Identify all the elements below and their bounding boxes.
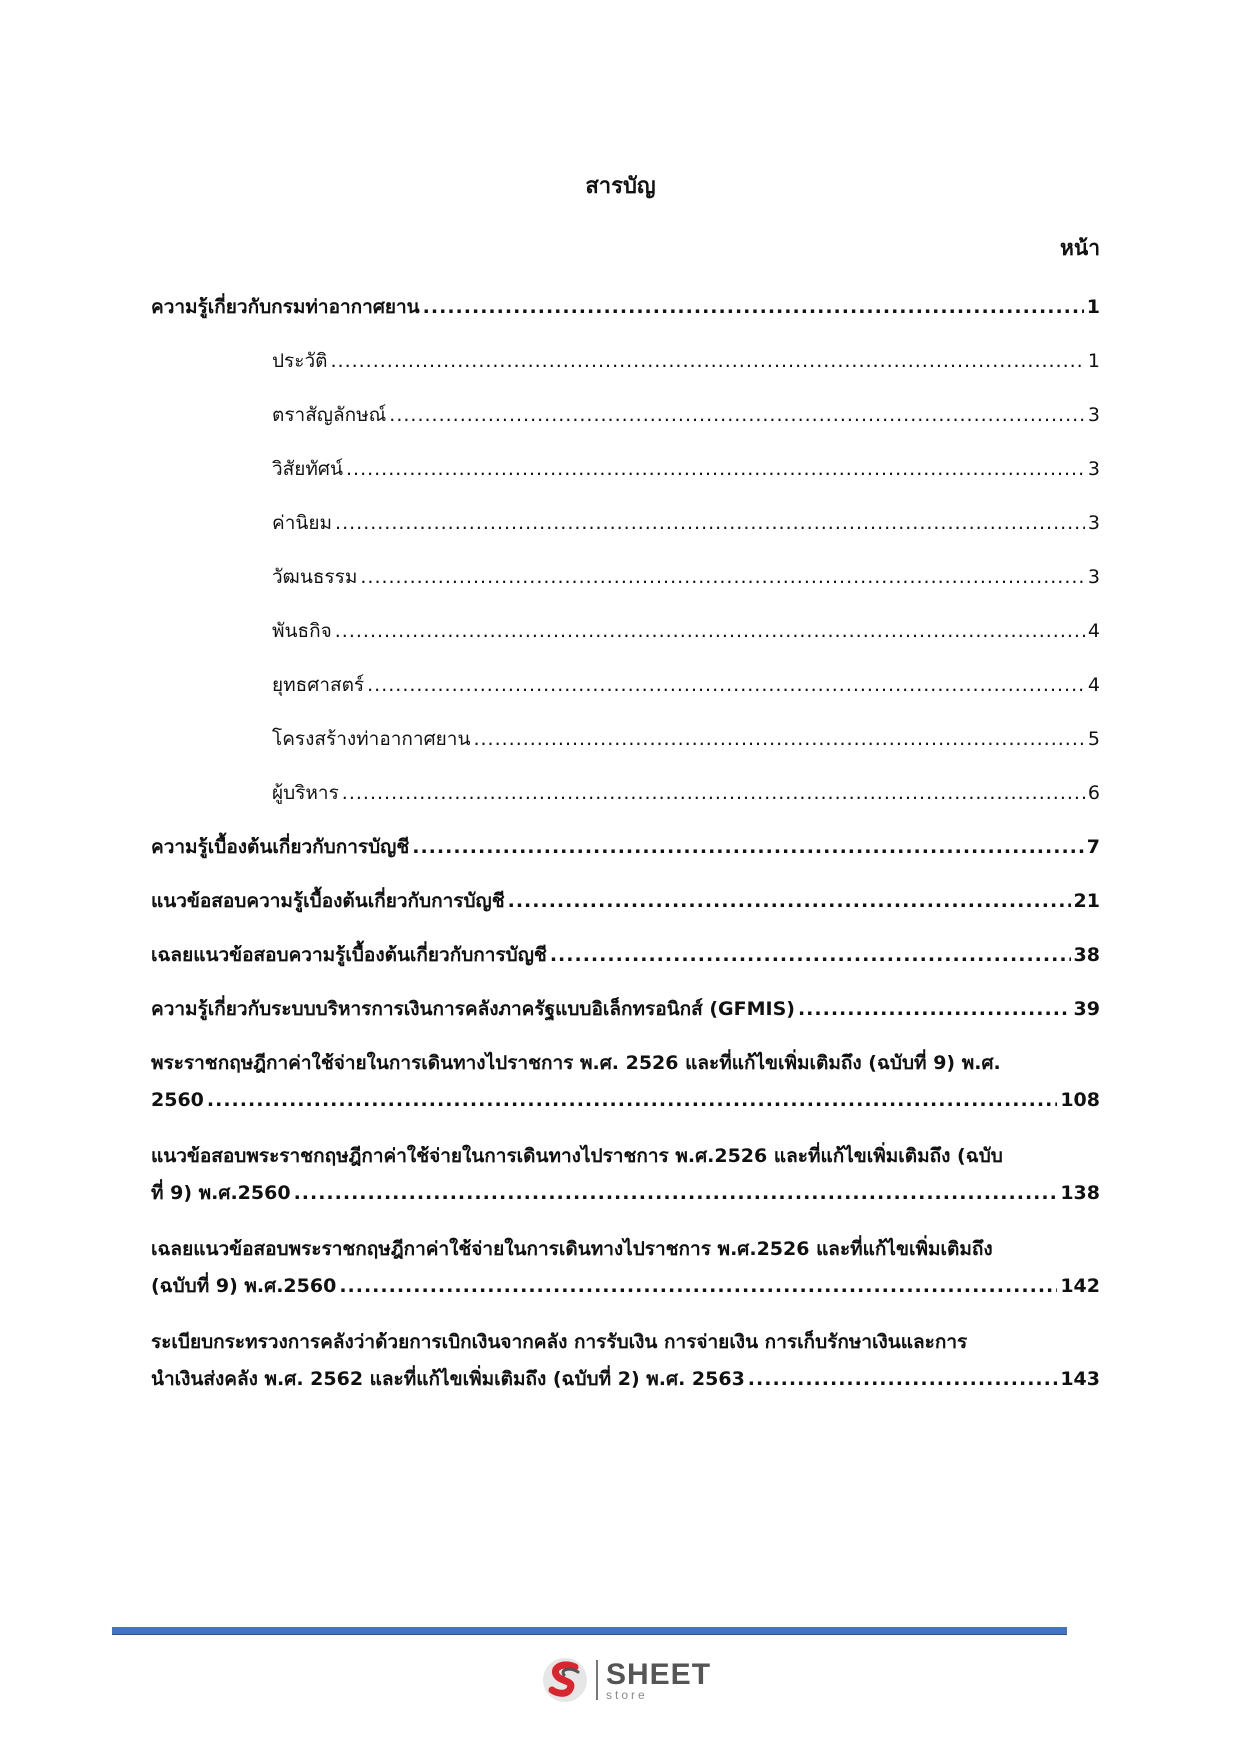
- toc-entry[interactable]: [151, 1327, 1100, 1394]
- toc-page-number: 142: [1060, 1275, 1100, 1297]
- toc-entry[interactable]: [151, 1048, 1100, 1115]
- toc-entry-label: วัฒนธรรม: [272, 566, 358, 588]
- toc-entry-label: แนวข้อสอบพระราชกฤษฎีกาค่าใช้จ่ายในการเดินทางไปราชการ พ.ศ.2526 และที่แก้ไขเพิ่มเติมถึง (ฉบับ: [151, 1145, 1003, 1167]
- toc-page-number: 38: [1073, 944, 1100, 966]
- toc-entry-label: พันธกิจ: [272, 620, 332, 642]
- toc-page-number: 3: [1087, 404, 1100, 426]
- toc-page-number: 3: [1087, 458, 1100, 480]
- toc-entry[interactable]: [151, 778, 1100, 808]
- dot-leader: [508, 886, 1071, 916]
- toc-page-number: 7: [1086, 836, 1100, 858]
- toc-entry-label: ระเบียบกระทรวงการคลังว่าด้วยการเบิกเงินจากคลัง การรับเงิน การจ่ายเงิน การเก็บรักษาเงินและการ: [151, 1331, 968, 1353]
- toc-entry-label: (ฉบับที่ 9) พ.ศ.2560: [151, 1275, 337, 1297]
- dot-leader: [346, 454, 1085, 484]
- dot-leader: [412, 832, 1084, 862]
- logo-separator: [596, 1660, 598, 1700]
- dot-leader: [473, 724, 1084, 754]
- toc-entry-label: ตราสัญลักษณ์: [272, 404, 387, 426]
- toc-page-number: 39: [1073, 998, 1100, 1020]
- dot-leader: [207, 1085, 1057, 1115]
- toc-entry[interactable]: [151, 562, 1100, 592]
- toc-entry[interactable]: [151, 724, 1100, 754]
- toc-page-number: 21: [1073, 890, 1100, 912]
- toc-page-number: 1: [1086, 296, 1100, 318]
- sheet-store-logo-icon: [540, 1655, 590, 1705]
- dot-leader: [798, 994, 1071, 1024]
- toc-entry-label: แนวข้อสอบความรู้เบื้องต้นเกี่ยวกับการบัญชี: [151, 890, 505, 912]
- footer-logo: [540, 1655, 711, 1705]
- toc-entry[interactable]: [151, 1234, 1100, 1301]
- dot-leader: [550, 940, 1071, 970]
- toc-entry[interactable]: [151, 400, 1100, 430]
- toc-page-number: 138: [1060, 1182, 1100, 1204]
- dot-leader: [335, 616, 1085, 646]
- dot-leader: [367, 670, 1085, 700]
- toc-page-number: 4: [1087, 620, 1100, 642]
- toc-entry-label: เฉลยแนวข้อสอบความรู้เบื้องต้นเกี่ยวกับการบัญชี: [151, 944, 547, 966]
- toc-page-number: 6: [1087, 782, 1100, 804]
- toc-page-number: 4: [1087, 674, 1100, 696]
- toc-entry-label: โครงสร้างท่าอากาศยาน: [272, 728, 471, 750]
- dot-leader: [389, 400, 1085, 430]
- toc-entry-label: ความรู้เกี่ยวกับระบบบริหารการเงินการคลังภาครัฐแบบอิเล็กทรอนิกส์ (GFMIS): [151, 998, 795, 1020]
- toc-entry[interactable]: [151, 292, 1100, 322]
- footer-rule: [112, 1627, 1067, 1635]
- toc-entry[interactable]: [151, 940, 1100, 970]
- toc-entry[interactable]: [151, 886, 1100, 916]
- toc-page-number: 3: [1087, 512, 1100, 534]
- logo-wordmark: [606, 1657, 712, 1702]
- toc-entry-label: นำเงินส่งคลัง พ.ศ. 2562 และที่แก้ไขเพิ่มเติมถึง (ฉบับที่ 2) พ.ศ. 2563: [151, 1368, 745, 1390]
- page-column-header: หน้า: [1060, 236, 1100, 260]
- toc-entry[interactable]: [151, 832, 1100, 862]
- toc-entry-label: ประวัติ: [272, 350, 328, 372]
- toc-entry[interactable]: [151, 994, 1100, 1024]
- toc-entry-label: ค่านิยม: [272, 512, 333, 534]
- toc-entry[interactable]: [151, 346, 1100, 376]
- toc-entry-label: ยุทธศาสตร์: [272, 674, 365, 696]
- dot-leader: [330, 346, 1084, 376]
- toc-entry-label: ผู้บริหาร: [272, 782, 339, 804]
- toc-entry[interactable]: [151, 1141, 1100, 1208]
- toc-entry[interactable]: [151, 616, 1100, 646]
- toc-entry-label: 2560: [151, 1089, 204, 1111]
- toc-entry-label: เฉลยแนวข้อสอบพระราชกฤษฎีกาค่าใช้จ่ายในการเดินทางไปราชการ พ.ศ.2526 และที่แก้ไขเพิ่มเติมถึง: [151, 1238, 993, 1260]
- dot-leader: [360, 562, 1085, 592]
- dot-leader: [748, 1364, 1058, 1394]
- dot-leader: [294, 1178, 1058, 1208]
- toc-entry-label: ความรู้เบื้องต้นเกี่ยวกับการบัญชี: [151, 836, 410, 858]
- toc-entry[interactable]: [151, 508, 1100, 538]
- dot-leader: [423, 292, 1084, 322]
- toc-entry[interactable]: [151, 670, 1100, 700]
- toc-entry-label: ที่ 9) พ.ศ.2560: [151, 1182, 291, 1204]
- toc-entry[interactable]: [151, 454, 1100, 484]
- dot-leader: [335, 508, 1085, 538]
- page-title: สารบัญ: [585, 174, 656, 199]
- toc-entry-label: พระราชกฤษฎีกาค่าใช้จ่ายในการเดินทางไปราชการ พ.ศ. 2526 และที่แก้ไขเพิ่มเติมถึง (ฉบับที่ 9) พ.ศ.: [151, 1052, 1001, 1074]
- toc-page-number: 1: [1087, 350, 1100, 372]
- toc-page-number: 143: [1060, 1368, 1100, 1390]
- toc-entry-label: ความรู้เกี่ยวกับกรมท่าอากาศยาน: [151, 296, 420, 318]
- logo-main-text: SHEET: [606, 1657, 712, 1691]
- toc-page-number: 3: [1087, 566, 1100, 588]
- toc-entry-label: วิสัยทัศน์: [272, 458, 343, 480]
- dot-leader: [339, 1271, 1057, 1301]
- logo-sub-text: store: [606, 1687, 648, 1702]
- toc-page-number: 5: [1087, 728, 1100, 750]
- dot-leader: [342, 778, 1085, 808]
- toc-page-number: 108: [1060, 1089, 1100, 1111]
